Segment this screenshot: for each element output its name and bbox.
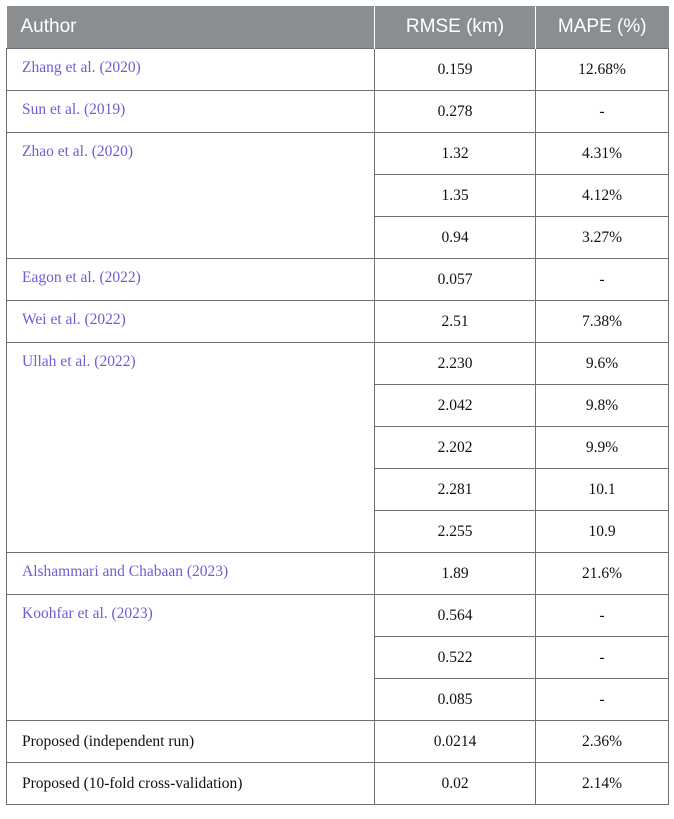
mape-cell: 2.14% xyxy=(536,763,669,805)
comparison-table-container xyxy=(6,6,669,805)
rmse-cell: 2.042 xyxy=(375,385,536,427)
rmse-cell: 0.02 xyxy=(375,763,536,805)
mape-cell: 4.12% xyxy=(536,175,669,217)
rmse-cell: 0.159 xyxy=(375,49,536,91)
rmse-cell: 0.564 xyxy=(375,595,536,637)
rmse-cell: 2.51 xyxy=(375,301,536,343)
header-row xyxy=(7,6,669,49)
mape-cell: 9.6% xyxy=(536,343,669,385)
rmse-cell: 0.057 xyxy=(375,259,536,301)
header-rmse: RMSE (km) xyxy=(375,6,536,49)
mape-cell: 9.8% xyxy=(536,385,669,427)
rmse-cell: 2.230 xyxy=(375,343,536,385)
rmse-cell: 1.89 xyxy=(375,553,536,595)
rmse-cell: 2.281 xyxy=(375,469,536,511)
mape-cell: - xyxy=(536,679,669,721)
table-row xyxy=(7,49,669,91)
mape-cell: 10.1 xyxy=(536,469,669,511)
table-row xyxy=(7,595,669,637)
table-header xyxy=(7,6,669,49)
author-citation-link[interactable]: Sun et al. (2019) xyxy=(7,91,375,133)
rmse-cell: 1.35 xyxy=(375,175,536,217)
table-body xyxy=(7,49,669,805)
author-cell: Proposed (10-fold cross-validation) xyxy=(7,763,375,805)
author-citation-link[interactable]: Wei et al. (2022) xyxy=(7,301,375,343)
mape-cell: 12.68% xyxy=(536,49,669,91)
rmse-cell: 0.94 xyxy=(375,217,536,259)
rmse-cell: 0.085 xyxy=(375,679,536,721)
author-citation-link[interactable]: Alshammari and Chabaan (2023) xyxy=(7,553,375,595)
table-row xyxy=(7,259,669,301)
mape-cell: - xyxy=(536,91,669,133)
table-row xyxy=(7,763,669,805)
rmse-cell: 2.255 xyxy=(375,511,536,553)
mape-cell: 3.27% xyxy=(536,217,669,259)
rmse-cell: 0.0214 xyxy=(375,721,536,763)
mape-cell: 21.6% xyxy=(536,553,669,595)
author-citation-link[interactable]: Zhang et al. (2020) xyxy=(7,49,375,91)
table-row xyxy=(7,343,669,385)
table-row xyxy=(7,721,669,763)
table-row xyxy=(7,91,669,133)
rmse-cell: 0.522 xyxy=(375,637,536,679)
rmse-cell: 0.278 xyxy=(375,91,536,133)
mape-cell: 2.36% xyxy=(536,721,669,763)
author-citation-link[interactable]: Eagon et al. (2022) xyxy=(7,259,375,301)
author-citation-link[interactable]: Zhao et al. (2020) xyxy=(7,133,375,259)
mape-cell: 10.9 xyxy=(536,511,669,553)
author-citation-link[interactable]: Ullah et al. (2022) xyxy=(7,343,375,553)
mape-cell: 9.9% xyxy=(536,427,669,469)
table-row xyxy=(7,133,669,175)
author-cell: Proposed (independent run) xyxy=(7,721,375,763)
mape-cell: - xyxy=(536,637,669,679)
table-row xyxy=(7,301,669,343)
mape-cell: 7.38% xyxy=(536,301,669,343)
author-citation-link[interactable]: Koohfar et al. (2023) xyxy=(7,595,375,721)
mape-cell: 4.31% xyxy=(536,133,669,175)
rmse-cell: 1.32 xyxy=(375,133,536,175)
rmse-cell: 2.202 xyxy=(375,427,536,469)
mape-cell: - xyxy=(536,259,669,301)
header-author: Author xyxy=(7,6,375,49)
mape-cell: - xyxy=(536,595,669,637)
header-mape: MAPE (%) xyxy=(536,6,669,49)
table-row xyxy=(7,553,669,595)
comparison-table xyxy=(6,6,669,805)
